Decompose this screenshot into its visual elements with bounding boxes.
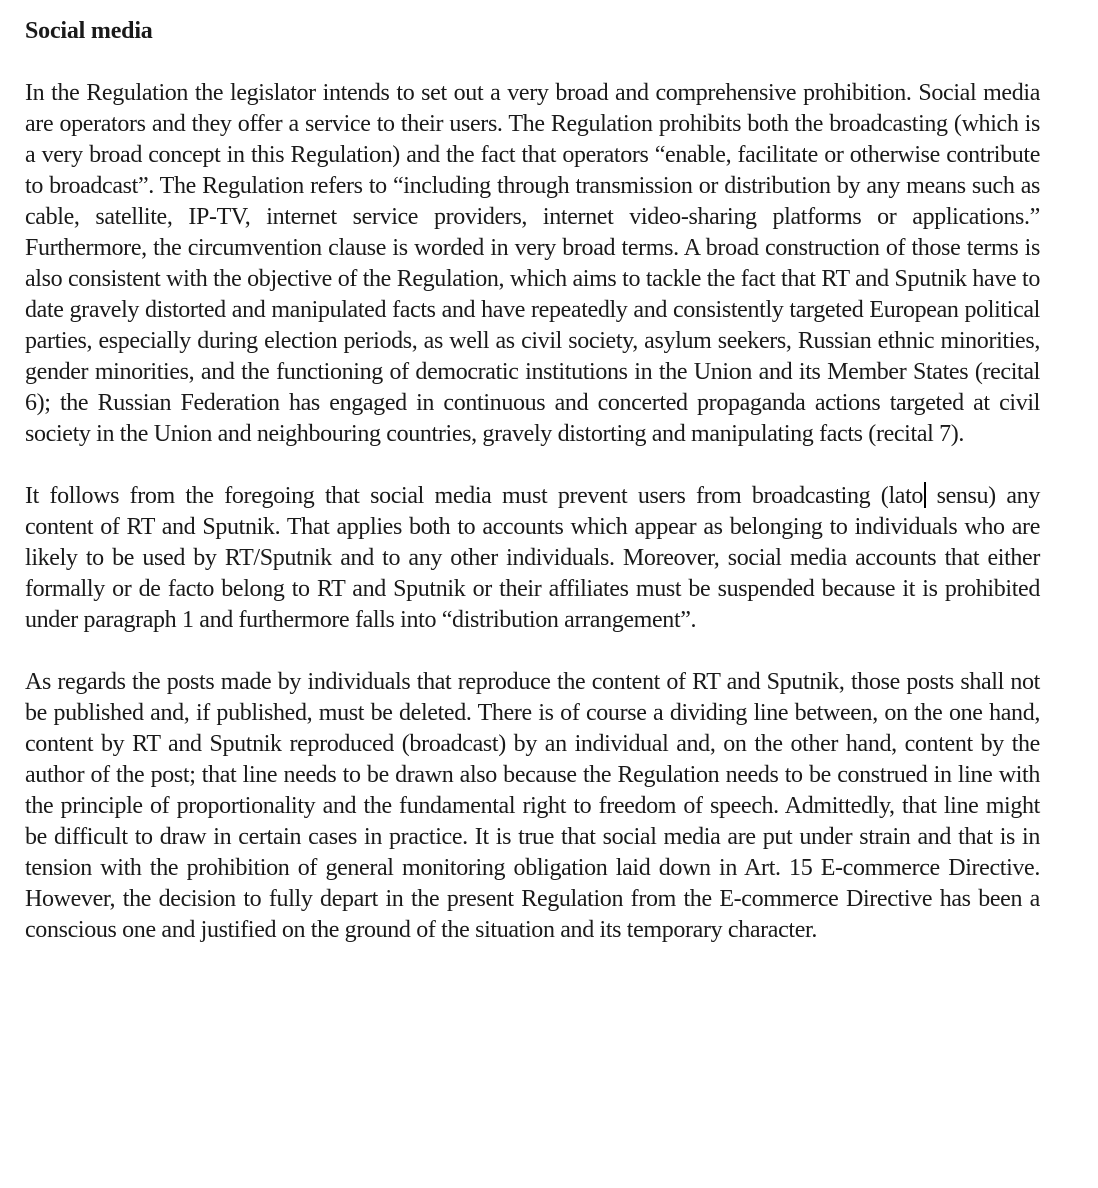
paragraph-1: In the Regulation the legislator intends to set out a very broad and comprehensive prohibition. Social media are operators and they offer a service to their users. The Regulation prohibits both the broadcasting (which is a very broad concept in this Regulation) and the fact that operators “enable, facilitate or otherwise contribute to broadcast”. The Regulation refers to “including through transmission or distribution by any means such as cable, satellite, IP-TV, internet service providers, internet video-sharing platforms or applications.” Furthermore, the circumvention clause is worded in very broad terms. A broad construction of those terms is also consistent with the objective of the Regulation, which aims to tackle the fact that RT and Sputnik have to date gravely distorted and manipulated facts and have repeatedly and consistently targeted European political parties, especially during election periods, as well as civil society, asylum seekers, Russian ethnic minorities, gender minorities, and the functioning of democratic institutions in the Union and its Member States (recital 6); the Russian Federation has engaged in continuous and concerted propaganda actions targeted at civil society in the Union and neighbouring countries, gravely distorting and manipulating facts (recital 7). [25,80,1040,447]
paragraph-2[interactable] [25,481,1040,636]
paragraph-2-text-after-cursor: sensu) any content of RT and Sputnik. That applies both to accounts which appear as belonging to individuals who are likely to be used by RT/Sputnik and to any other individuals. Moreover, social media accounts that either formally or de facto belong to RT and Sputnik or their affiliates must be suspended because it is prohibited under paragraph 1 and furthermore falls into “distribution arrangement”. [25,483,1040,633]
paragraph-2-text-before-cursor: It follows from the foregoing that social media must prevent users from broadcasting (lato [25,483,924,509]
paragraph-3: As regards the posts made by individuals that reproduce the content of RT and Sputnik, those posts shall not be published and, if published, must be deleted. There is of course a dividing line between, on the one hand, content by RT and Sputnik reproduced (broadcast) by an individual and, on the other hand, content by the author of the post; that line needs to be drawn also because the Regulation needs to be construed in line with the principle of proportionality and the fundamental right to freedom of speech. Admittedly, that line might be difficult to draw in certain cases in practice. It is true that social media are put under strain and that is in tension with the prohibition of general monitoring obligation laid down in Art. 15 E-commerce Directive. However, the decision to fully depart in the present Regulation from the E-commerce Directive has been a conscious one and justified on the ground of the situation and its temporary character. [25,669,1040,943]
section-heading: Social media [25,18,153,44]
